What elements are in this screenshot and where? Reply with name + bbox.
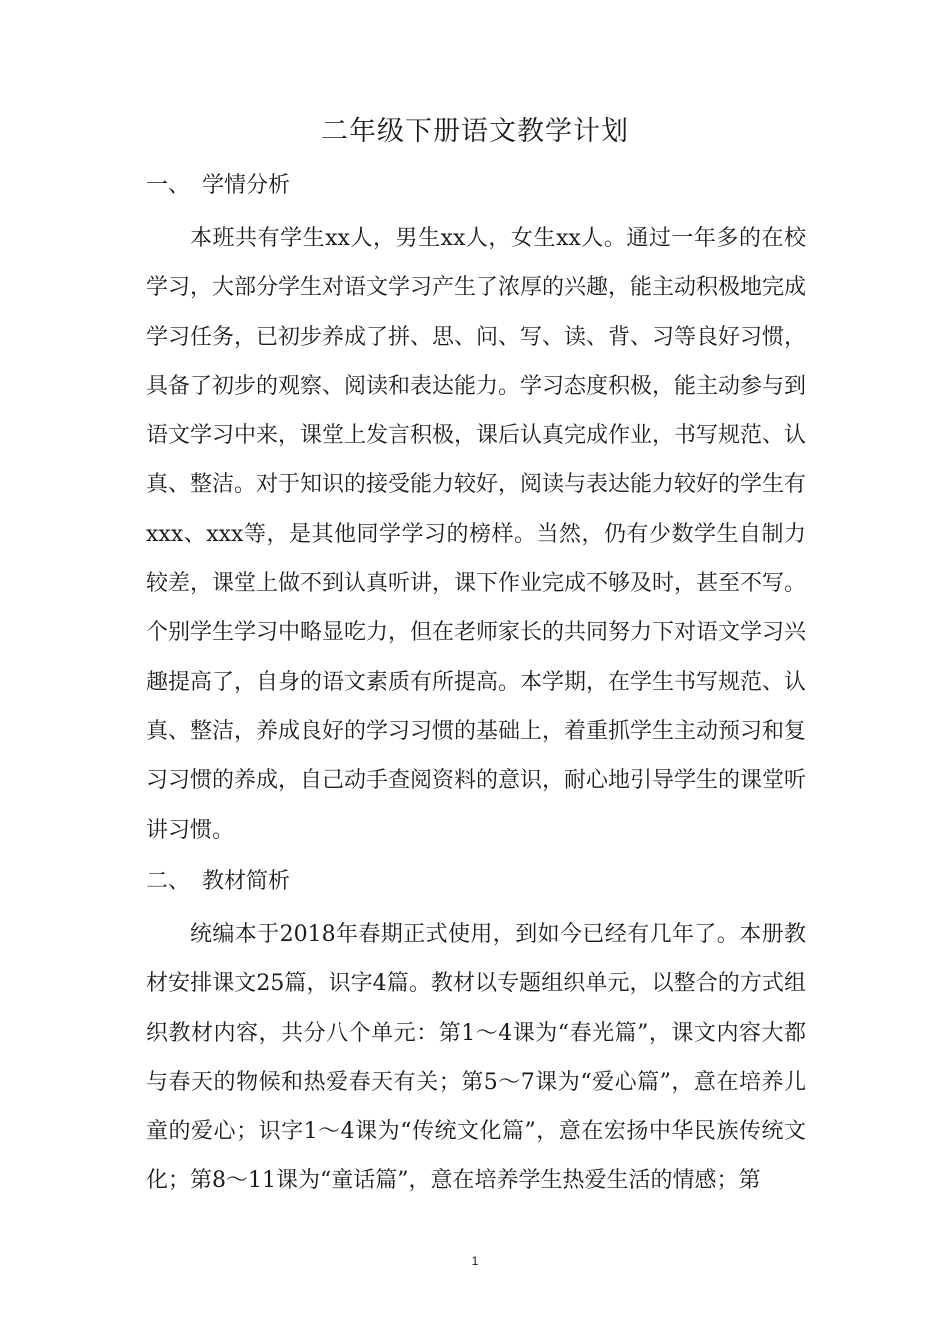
section-paragraph-2: 统编本于2018年春期正式使用，到如今已经有几年了。本册教材安排课文25篇，识字4篇。教材以专题组织单元，以整合的方式组织教材内容，共分八个单元：第1～4课为“春光篇”，课文内容大都与春天的物候和热爱春天有关；第5～7课为“爱心篇”，意在培养儿童的爱心；识字1～4课为“传统文化篇”，意在宏扬中华民族传统文化；第8～11课为“童话篇”，意在培养学生热爱生活的情感；第	[146, 922, 806, 1194]
page-number: 1	[471, 1254, 479, 1268]
section-number: 二、	[146, 869, 191, 894]
section-title: 教材简析	[202, 869, 291, 894]
section-number: 一、	[146, 173, 191, 198]
document-title: 二年级下册语文教学计划	[321, 116, 629, 147]
section-title: 学情分析	[202, 173, 291, 198]
section-heading-1	[146, 170, 290, 202]
section-paragraph-1: 本班共有学生xx人，男生xx人，女生xx人。通过一年多的在校学习，大部分学生对语文学习产生了浓厚的兴趣，能主动积极地完成学习任务，已初步养成了拼、思、问、写、读、背、习等良好习惯，具备了初步的观察、阅读和表达能力。学习态度积极，能主动参与到语文学习中来，课堂上发言积极，课后认真完成作业，书写规范、认真、整洁。对于知识的接受能力较好，阅读与表达能力较好的学生有xxx、xxx等，是其他同学学习的榜样。当然，仍有少数学生自制力较差，课堂上做不到认真听讲，课下作业完成不够及时，甚至不写。个别学生学习中略显吃力，但在老师家长的共同努力下对语文学习兴趣提高了，自身的语文素质有所提高。本学期，在学生书写规范、认真、整洁，养成良好的学习习惯的基础上，着重抓学生主动预习和复习习惯的养成，自己动手查阅资料的意识，耐心地引导学生的课堂听讲习惯。	[146, 226, 807, 843]
section-heading-2	[146, 866, 290, 898]
